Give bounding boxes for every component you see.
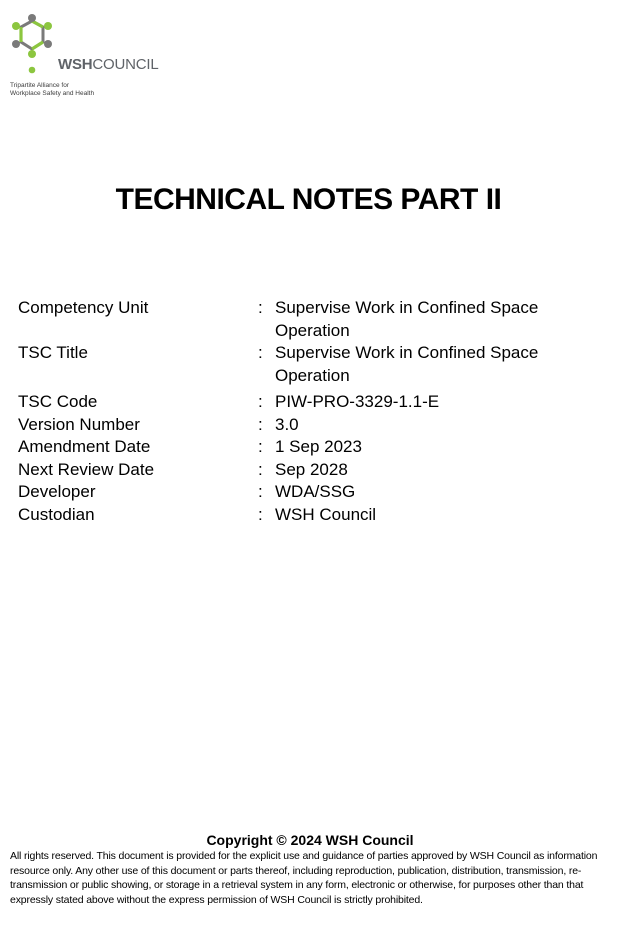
detail-value: Supervise Work in Confined Space Operation	[275, 343, 539, 385]
detail-row-next-review-date	[18, 459, 578, 482]
detail-colon: :	[258, 392, 263, 411]
detail-colon: :	[258, 459, 263, 479]
detail-label: Next Review Date	[18, 459, 155, 479]
document-title: TECHNICAL NOTES PART II	[115, 183, 502, 216]
detail-value: WSH Council	[275, 504, 377, 524]
detail-value: 3.0	[275, 414, 299, 434]
detail-value: WDA/SSG	[275, 482, 356, 501]
wsh-council-logo	[8, 12, 168, 102]
detail-label: TSC Code	[18, 392, 98, 411]
detail-label: Developer	[18, 482, 96, 501]
detail-value: Supervise Work in Confined Space Operation	[275, 298, 539, 340]
detail-colon: :	[258, 414, 263, 434]
detail-colon: :	[258, 482, 263, 501]
detail-label: Amendment Date	[18, 437, 151, 456]
detail-colon: :	[258, 343, 263, 362]
detail-value: Sep 2028	[275, 459, 348, 479]
detail-row-tsc-title	[18, 342, 578, 387]
detail-row-version-number	[18, 414, 578, 437]
detail-label: Competency Unit	[18, 298, 149, 317]
logo-wordmark: WSHCOUNCIL	[58, 56, 159, 73]
detail-label: TSC Title	[18, 343, 88, 362]
logo-figures-icon	[8, 12, 58, 78]
detail-value: PIW-PRO-3329-1.1-E	[275, 392, 440, 411]
detail-row-amendment-date	[18, 436, 578, 459]
copyright-notice: All rights reserved. This document is provided for the explicit use and guidance of parties approved by WSH Council as information resource only. Any other use of this document or parts thereof, including reproduction, publication, distribution, transmission, re-transmission or public showing, or storage in a retrieval system in any form, electronic or otherwise, for purposes other than that expressly stated above without the express permission of WSH Council is strictly prohibited.	[10, 850, 598, 906]
copyright-heading: Copyright © 2024 WSH Council	[206, 832, 414, 848]
logo-tagline-line2: Workplace Safety and Health	[10, 90, 95, 97]
logo-tagline-line1: Tripartite Alliance for	[10, 82, 70, 89]
details-table	[18, 297, 578, 526]
detail-label: Custodian	[18, 504, 95, 524]
detail-row-developer	[18, 481, 578, 504]
detail-colon: :	[258, 437, 263, 456]
detail-colon: :	[258, 504, 263, 524]
detail-row-tsc-code	[18, 391, 578, 414]
logo-tagline	[10, 82, 94, 98]
detail-colon: :	[258, 298, 263, 317]
detail-row-custodian	[18, 504, 578, 527]
detail-label: Version Number	[18, 414, 140, 434]
copyright-footer	[10, 831, 610, 907]
detail-row-competency-unit	[18, 297, 578, 342]
detail-value: 1 Sep 2023	[275, 437, 362, 456]
